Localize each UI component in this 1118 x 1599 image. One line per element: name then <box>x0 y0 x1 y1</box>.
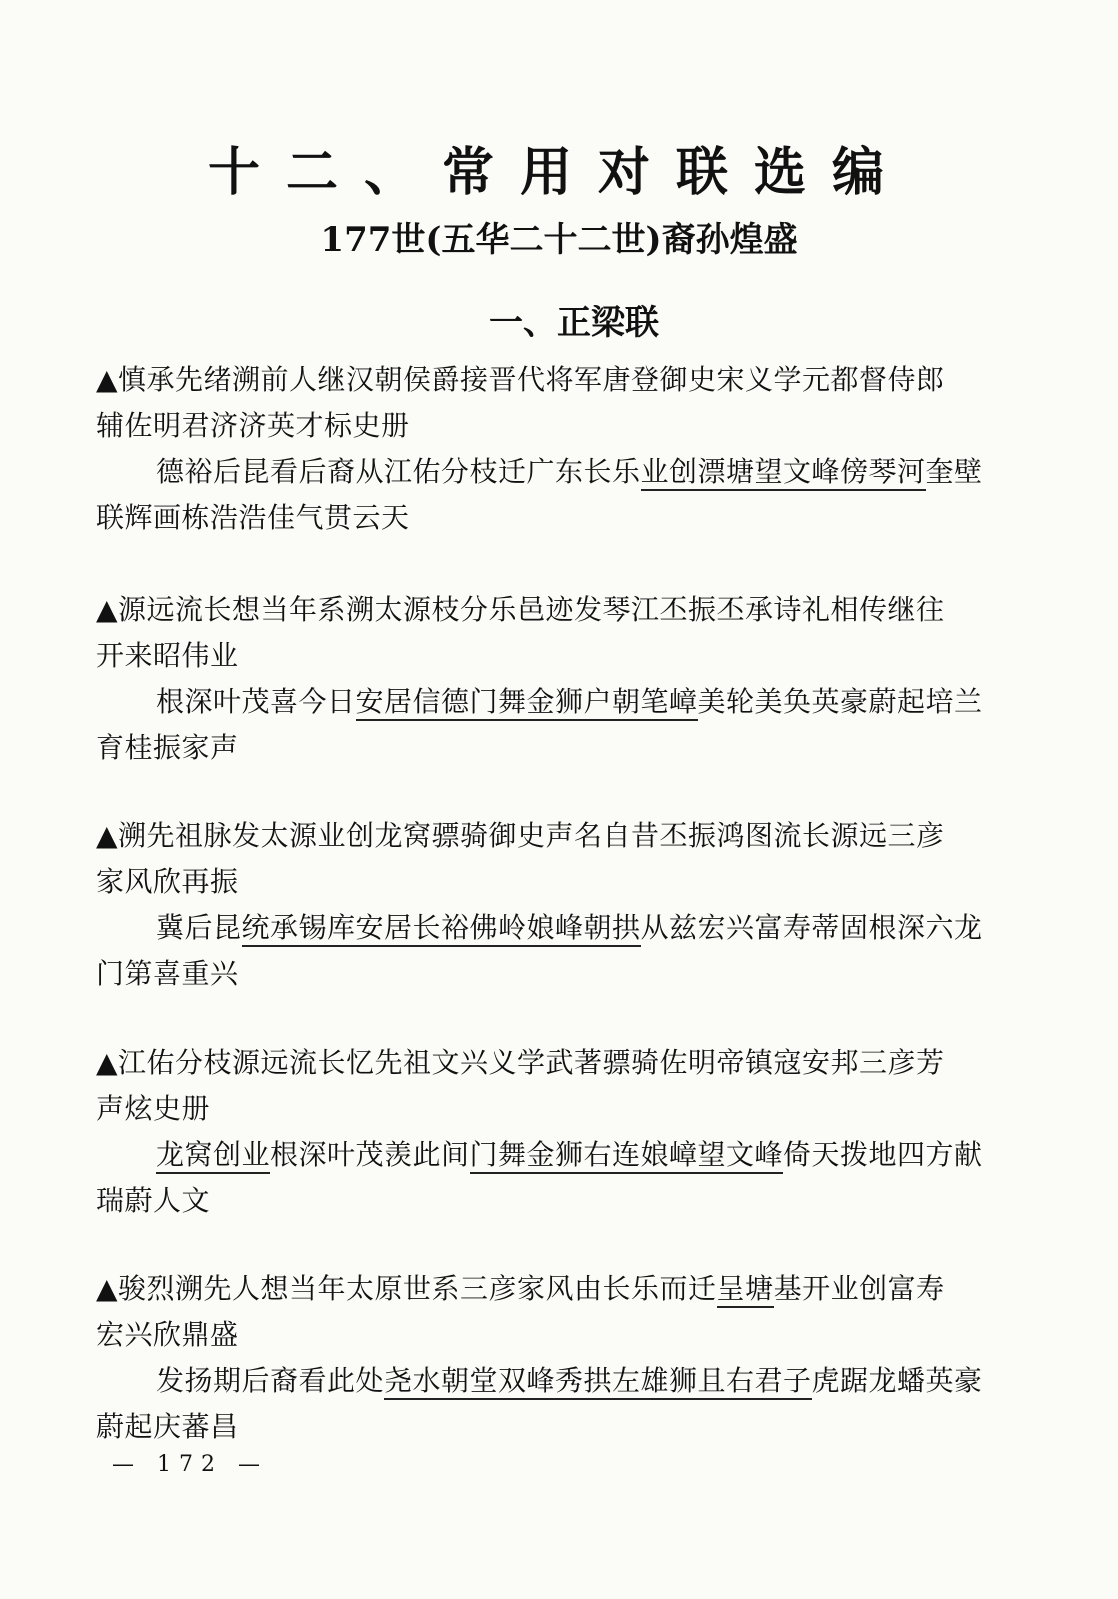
text-run: 虎踞龙蟠英豪 <box>811 1364 983 1397</box>
couplet-lower-line-cont: 瑞蔚人文 <box>96 1184 211 1217</box>
underlined-place-name: 统承锡库安居长裕佛岭娘峰朝拱 <box>242 911 641 947</box>
text-run: 倚天拨地四方献 <box>783 1138 983 1171</box>
text-run: ▲骏烈溯先人想当年太原世系三彦家风由长乐而迁 <box>96 1272 717 1305</box>
underlined-place-name: 门舞金狮右连娘嶂望文峰 <box>470 1138 784 1174</box>
couplet-upper-line-cont: 宏兴欣鼎盛 <box>96 1318 239 1351</box>
text-run: 根深叶茂喜今日 <box>156 685 356 718</box>
underlined-place-name: 龙窝创业 <box>156 1138 270 1174</box>
couplet-upper-line: ▲江佑分枝源远流长忆先祖文兴义学武著骠骑佐明帝镇寇安邦三彦芳 <box>96 1046 945 1079</box>
couplet-5 <box>96 1266 1038 1450</box>
text-run: 从兹宏兴富寿蒂固根深六龙 <box>640 911 983 944</box>
couplet-upper-line-cont: 声炫史册 <box>96 1092 211 1125</box>
underlined-place-name: 安居信德门舞金狮户朝笔嶂 <box>356 685 698 721</box>
couplet-4 <box>96 1040 1038 1224</box>
couplet-lower-line-cont: 联辉画栋浩浩佳气贯云天 <box>96 501 410 534</box>
couplet-upper-line: ▲溯先祖脉发太源业创龙窝骠骑御史声名自昔丕振鸿图流长源远三彦 <box>96 819 945 852</box>
couplet-lower-line <box>96 1358 1038 1404</box>
text-run: 德裕后昆看后裔从江佑分枝迁广东长乐 <box>156 455 641 488</box>
couplet-lower-line <box>96 1132 1038 1178</box>
couplet-upper-line: ▲源远流长想当年系溯太源枝分乐邑迹发琴江丕振丕承诗礼相传继往 <box>96 593 945 626</box>
couplet-1 <box>96 357 1038 541</box>
text-run: 基开业创富寿 <box>773 1272 945 1305</box>
couplet-lower-line <box>96 449 1038 495</box>
underlined-place-name: 业创漂塘望文峰傍琴河 <box>641 455 926 491</box>
couplet-lower-line-cont: 育桂振家声 <box>96 731 239 764</box>
couplet-3 <box>96 813 1038 997</box>
page-number: — 172 — <box>112 1452 268 1477</box>
text-run: 根深叶茂羡此间 <box>270 1138 470 1171</box>
author-subtitle: 177世(五华二十二世)裔孙煌盛 <box>320 220 798 260</box>
couplet-lower-line-cont: 蔚起庆蕃昌 <box>96 1410 239 1443</box>
text-run: 奎壁 <box>925 455 983 488</box>
text-run: 冀后昆 <box>156 911 242 944</box>
section-heading: 一、正梁联 <box>489 303 659 343</box>
couplet-upper-line-cont: 辅佐明君济济英才标史册 <box>96 409 410 442</box>
text-run: 发扬期后裔看此处 <box>156 1364 385 1397</box>
text-run: 美轮美奂英豪蔚起培兰 <box>697 685 983 718</box>
couplet-upper-line-cont: 开来昭伟业 <box>96 639 239 672</box>
couplet-lower-line <box>96 905 1038 951</box>
couplet-lower-line-cont: 门第喜重兴 <box>96 957 239 990</box>
couplet-upper-line-cont: 家风欣再振 <box>96 865 239 898</box>
couplet-upper-line: ▲慎承先绪溯前人继汉朝侯爵接晋代将军唐登御史宋义学元都督侍郎 <box>96 363 945 396</box>
underlined-place-name: 尧水朝堂双峰秀拱左雄狮且右君子 <box>384 1364 812 1400</box>
couplet-upper-line <box>96 1266 1038 1312</box>
couplet-lower-line <box>96 679 1038 725</box>
underlined-place-name: 呈塘 <box>717 1272 774 1308</box>
couplet-2 <box>96 587 1038 771</box>
chapter-title: 十二、常用对联选编 <box>207 142 910 203</box>
